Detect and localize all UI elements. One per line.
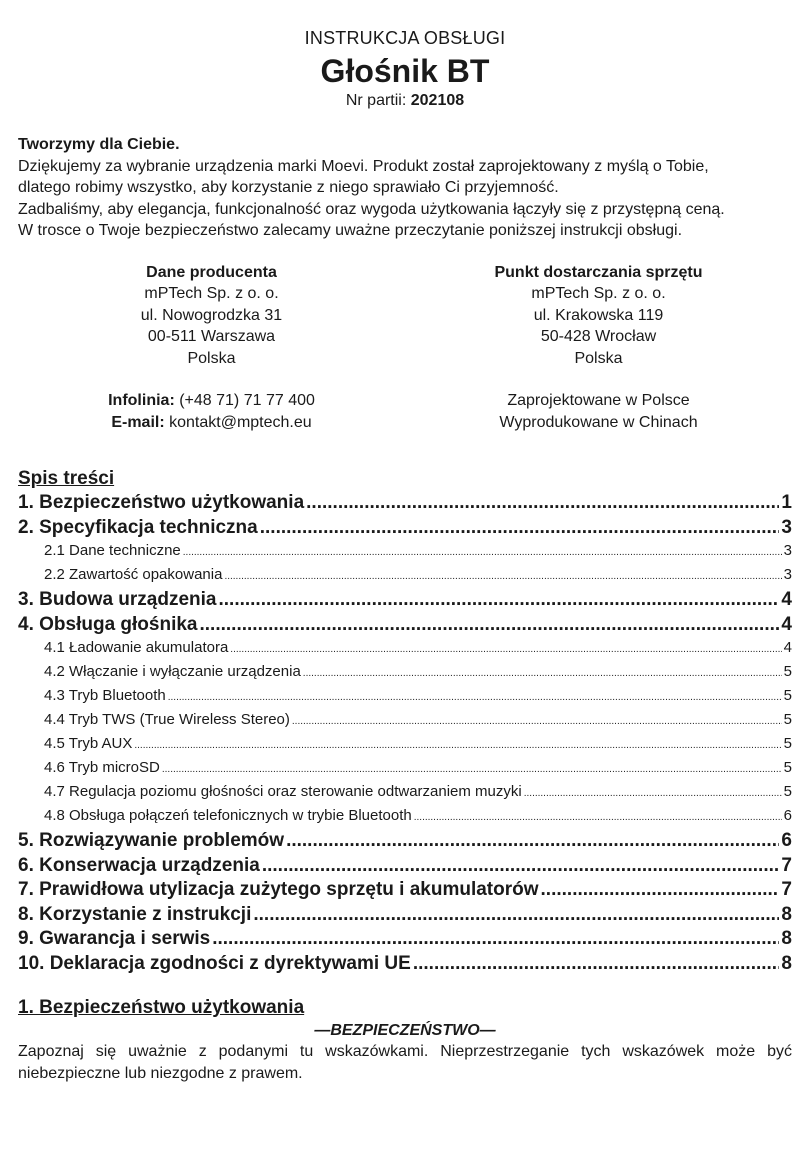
email-line: [18, 412, 405, 434]
producer-country: Polska: [187, 349, 236, 367]
toc-entry-label: 4.1 Ładowanie akumulatora: [44, 639, 229, 656]
toc-entry-page: 8: [781, 952, 792, 974]
delivery-country: Polska: [574, 349, 623, 367]
designed-in: Zaprojektowane w Polsce: [507, 392, 690, 409]
product-title: Głośnik BT: [320, 53, 490, 89]
toc-entry-page: 5: [783, 711, 792, 728]
safety-section: [18, 996, 792, 1084]
toc-entry-page: 4: [781, 613, 792, 635]
toc-entry-label: 6. Konserwacja urządzenia: [18, 854, 260, 876]
hotline-number: (+48 71) 71 77 400: [179, 392, 315, 409]
toc-entry-page: 5: [783, 687, 792, 704]
toc-entry-label: 2.1 Dane techniczne: [44, 542, 181, 559]
manual-page: [18, 26, 792, 1084]
toc-entry[interactable]: [18, 854, 792, 879]
hotline-label: Infolinia:: [108, 392, 175, 409]
toc-subentry[interactable]: [18, 661, 792, 685]
toc-entry-page: 4: [783, 639, 792, 656]
toc-entry-page: 5: [783, 663, 792, 680]
toc-entry-label: 2.2 Zawartość opakowania: [44, 566, 223, 583]
toc-entry-label: 4.5 Tryb AUX: [44, 735, 133, 752]
toc-subentry[interactable]: [18, 637, 792, 661]
toc-entry-label: 4. Obsługa głośnika: [18, 613, 198, 635]
intro-line: dlatego robimy wszystko, aby korzystanie z niego sprawiało Ci przyjemność.: [18, 179, 559, 196]
email-label: E-mail:: [111, 413, 165, 431]
hotline-line: [18, 390, 405, 412]
section-subtitle: —BEZPIECZEŃSTWO—: [314, 1022, 496, 1039]
intro-line: Dziękujemy za wybranie urządzenia marki Moevi. Produkt został zaprojektowany z myślą o Tobie,: [18, 157, 709, 175]
section-body: Zapoznaj się uważnie z podanymi tu wskazówkami. Nieprzestrzeganie tych wskazówek może być niebezpieczne lub niezgodne z prawem.: [18, 1043, 792, 1082]
toc-entry-label: 9. Gwarancja i serwis: [18, 928, 211, 949]
toc-entry-label: 1. Bezpieczeństwo użytkowania: [18, 492, 305, 513]
toc-subentry[interactable]: [18, 564, 792, 588]
toc-entry-label: 4.8 Obsługa połączeń telefonicznych w trybie Bluetooth: [44, 807, 412, 824]
toc-entry-page: 1: [781, 492, 792, 513]
delivery-heading: Punkt dostarczania sprzętu: [494, 263, 703, 281]
delivery-street: ul. Krakowska 119: [533, 306, 664, 324]
toc-entry[interactable]: [18, 878, 792, 903]
toc-subentry[interactable]: [18, 540, 792, 564]
toc-entry-page: 3: [781, 516, 792, 538]
toc-entry[interactable]: [18, 588, 792, 613]
batch-number: 202108: [410, 92, 465, 109]
toc-entry-page: 3: [783, 542, 792, 559]
toc-entry-page: 7: [781, 879, 792, 900]
contact-info: [18, 262, 792, 434]
toc-entry-label: 4.6 Tryb microSD: [44, 759, 160, 776]
toc-entry-label: 10. Deklaracja zgodności z dyrektywami UE: [18, 952, 411, 974]
made-in: Wyprodukowane w Chinach: [499, 413, 698, 431]
toc-entry-page: 8: [781, 903, 792, 925]
batch-label: Nr partii:: [345, 92, 407, 109]
intro-lead: Tworzymy dla Ciebie.: [18, 136, 180, 153]
toc-entry-page: 6: [781, 830, 792, 851]
toc-entry-label: 4.3 Tryb Bluetooth: [44, 687, 166, 704]
toc-entry-label: 3. Budowa urządzenia: [18, 589, 217, 610]
toc-entry-page: 6: [783, 807, 792, 824]
toc-entry-page: 7: [781, 854, 792, 876]
intro-paragraph: [18, 134, 792, 242]
toc-entry-label: 2. Specyfikacja techniczna: [18, 516, 258, 538]
toc-title: Spis treści: [18, 468, 115, 489]
producer-heading: Dane producenta: [146, 263, 277, 281]
toc-entry-page: 4: [781, 589, 792, 610]
toc-entry-label: 5. Rozwiązywanie problemów: [18, 830, 285, 851]
section-title: 1. Bezpieczeństwo użytkowania: [18, 997, 305, 1018]
producer-street: ul. Nowogrodzka 31: [140, 306, 283, 324]
toc-entry-page: 5: [783, 783, 792, 800]
toc-subentry[interactable]: [18, 733, 792, 757]
toc-entry[interactable]: [18, 613, 792, 638]
toc-entry-page: 3: [783, 566, 792, 583]
delivery-city: 50-428 Wrocław: [540, 328, 657, 345]
producer-company: mPTech Sp. z o. o.: [144, 285, 279, 302]
producer-column: [18, 262, 405, 434]
intro-line: Zadbaliśmy, aby elegancja, funkcjonalność oraz wygoda użytkowania łączyły się z przystępną ceną.: [18, 200, 725, 218]
toc-entry-label: 4.4 Tryb TWS (True Wireless Stereo): [44, 711, 290, 728]
document-type-label: INSTRUKCJA OBSŁUGI: [304, 28, 506, 48]
toc-subentry[interactable]: [18, 709, 792, 733]
toc-entry-label: 4.2 Włączanie i wyłączanie urządzenia: [44, 663, 301, 680]
toc-subentry[interactable]: [18, 805, 792, 829]
intro-line: W trosce o Twoje bezpieczeństwo zalecamy uważne przeczytanie poniższej instrukcji obsługi.: [18, 222, 683, 239]
toc-subentry[interactable]: [18, 757, 792, 781]
delivery-company: mPTech Sp. z o. o.: [531, 285, 666, 302]
toc-entry-label: 7. Prawidłowa utylizacja zużytego sprzętu i akumulatorów: [18, 879, 539, 900]
toc-entry-page: 5: [783, 759, 792, 776]
toc-entry[interactable]: [18, 829, 792, 854]
batch-number-line: [18, 90, 792, 112]
toc-entry[interactable]: [18, 516, 792, 541]
toc-subentry[interactable]: [18, 685, 792, 709]
toc-entry[interactable]: [18, 927, 792, 952]
toc-entry-page: 8: [781, 928, 792, 949]
toc-entry[interactable]: [18, 903, 792, 928]
toc-entry-page: 5: [783, 735, 792, 752]
producer-city: 00-511 Warszawa: [147, 328, 276, 345]
toc-entry[interactable]: [18, 491, 792, 516]
toc-entry[interactable]: [18, 952, 792, 977]
toc-subentry[interactable]: [18, 781, 792, 805]
table-of-contents: [18, 467, 792, 976]
toc-entry-label: 4.7 Regulacja poziomu głośności oraz sterowanie odtwarzaniem muzyki: [44, 783, 522, 800]
toc-entry-label: 8. Korzystanie z instrukcji: [18, 903, 252, 925]
delivery-column: [405, 262, 792, 434]
email-address: kontakt@mptech.eu: [169, 413, 312, 431]
